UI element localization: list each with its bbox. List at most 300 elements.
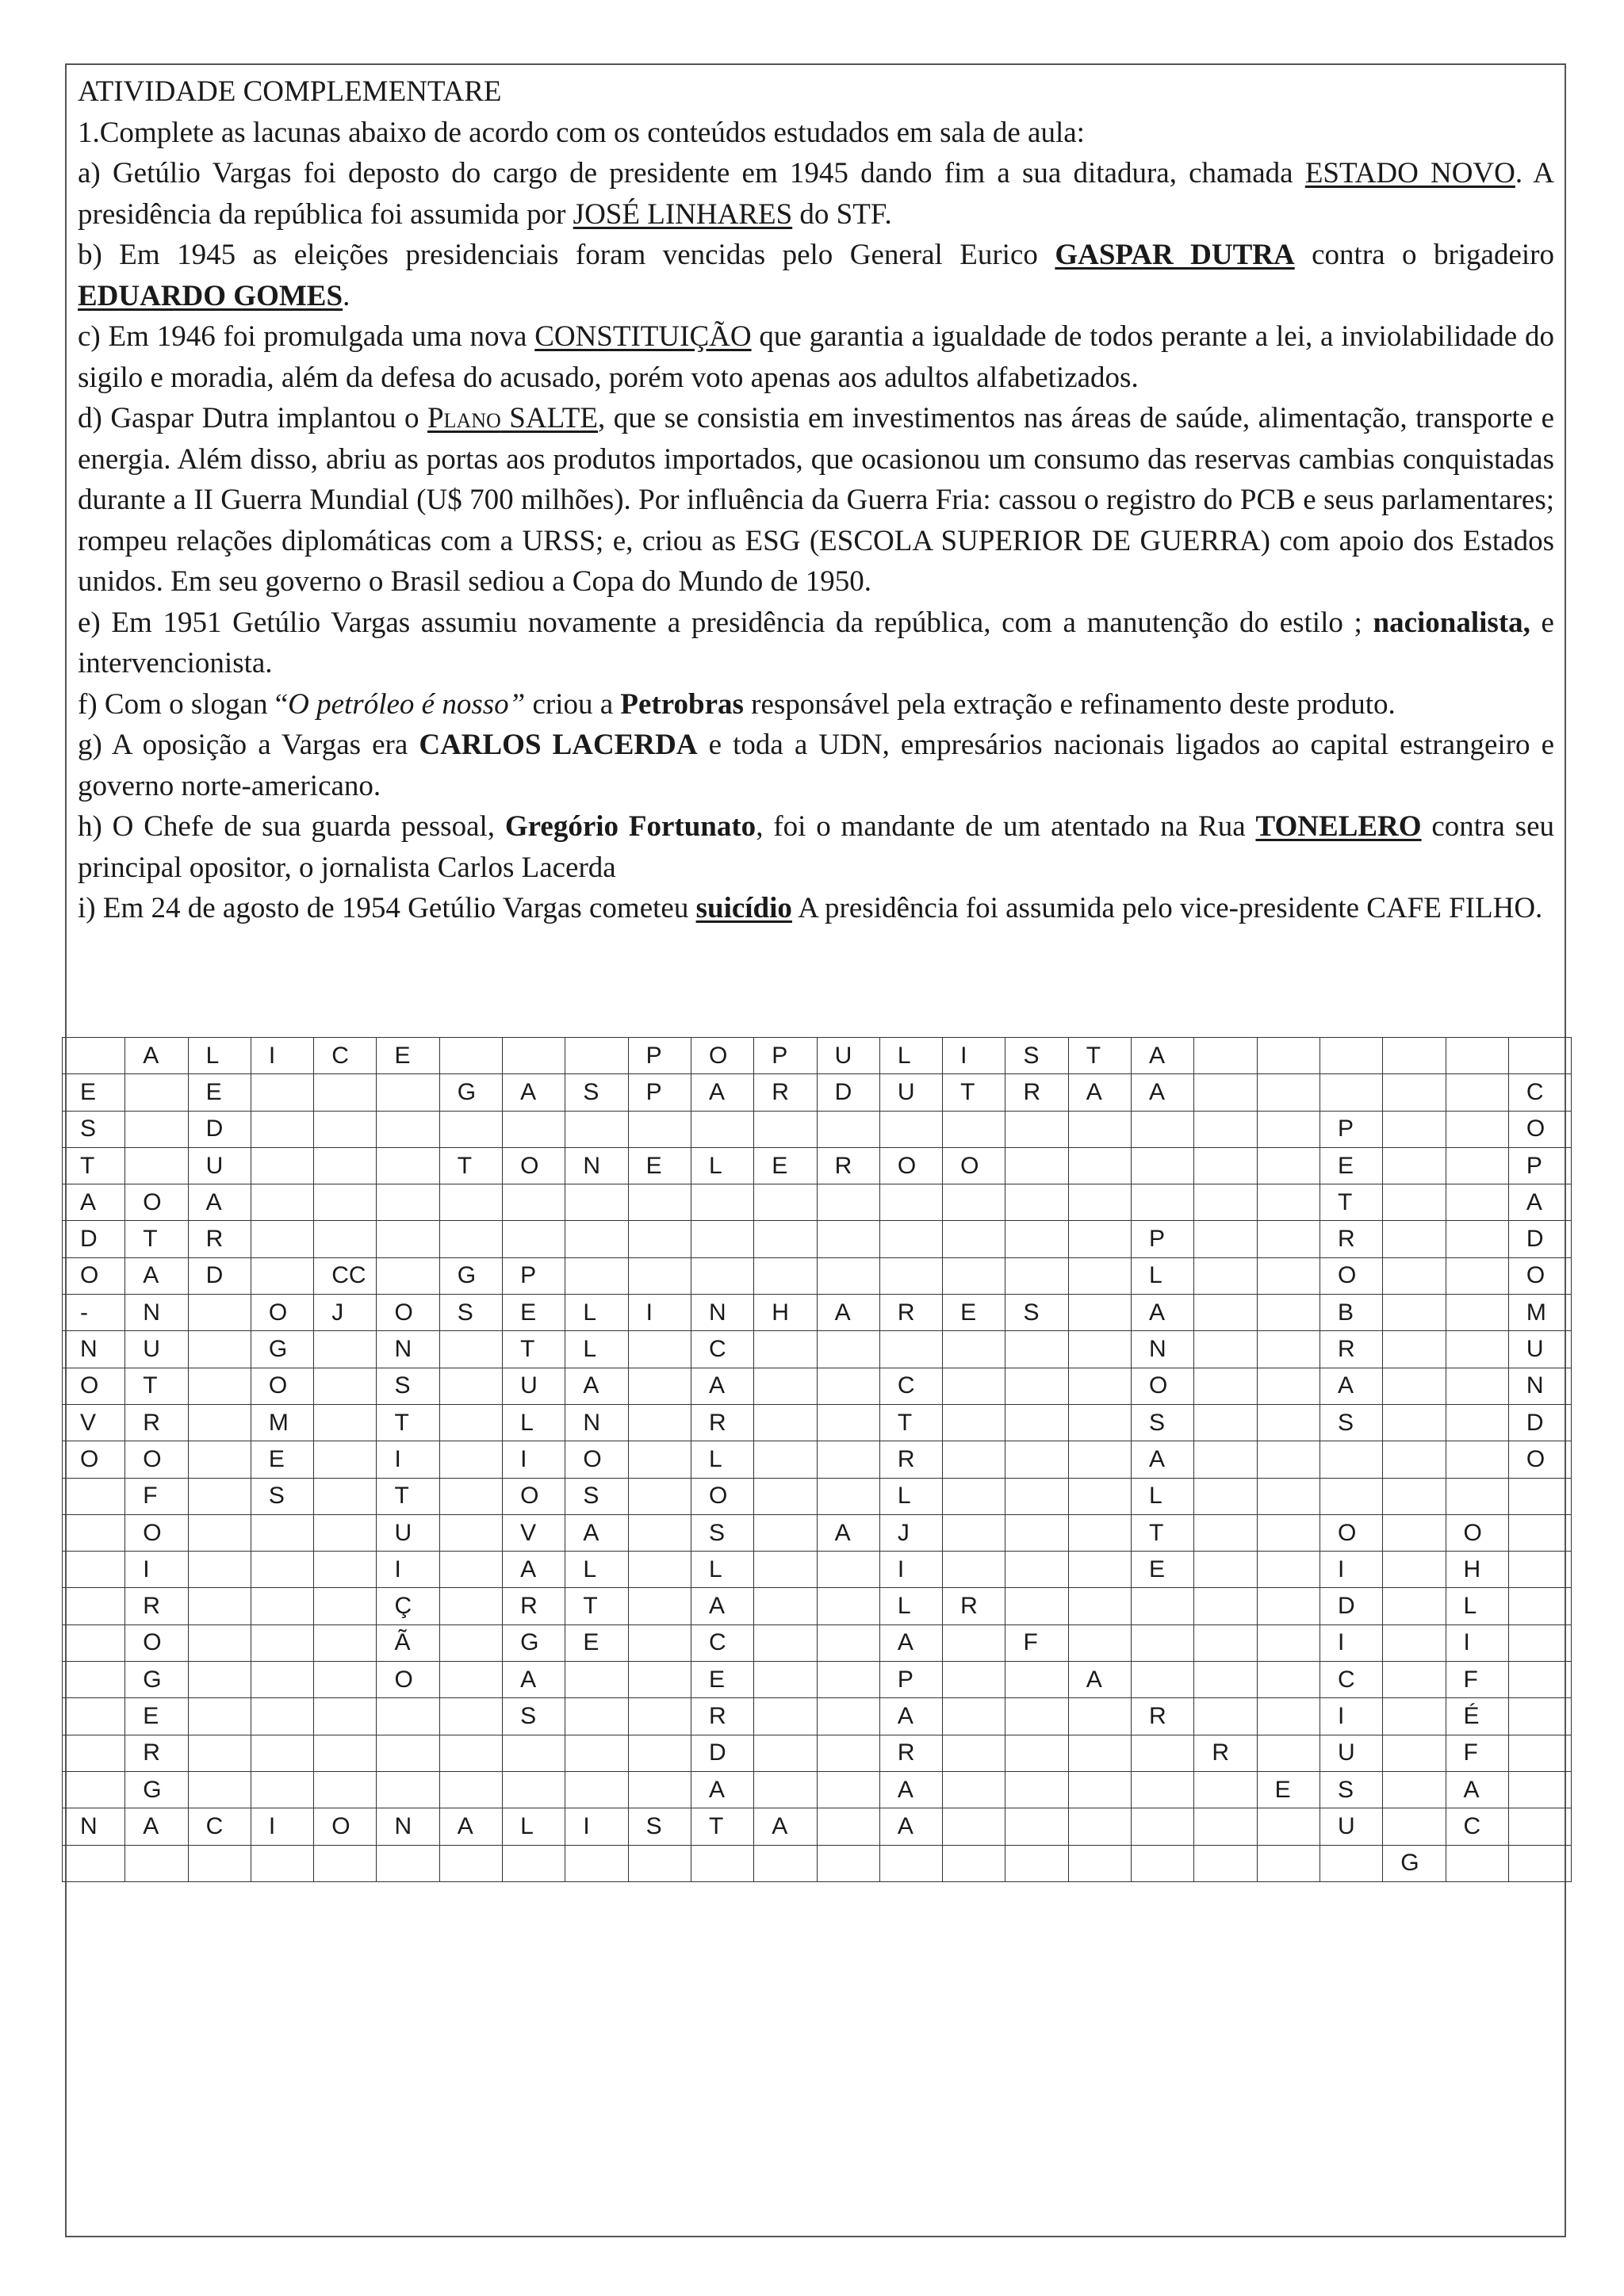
crossword-cell [125, 1111, 188, 1147]
crossword-cell: O [1320, 1514, 1382, 1551]
crossword-cell [1068, 1441, 1131, 1478]
crossword-cell [1257, 1478, 1320, 1514]
crossword-cell: O [565, 1441, 628, 1478]
crossword-cell: S [1005, 1295, 1068, 1331]
crossword-cell [754, 1257, 817, 1294]
crossword-cell: E [377, 1038, 439, 1074]
crossword-cell: O [377, 1295, 439, 1331]
crossword-cell [628, 1184, 691, 1221]
crossword-cell [628, 1368, 691, 1404]
crossword-cell: C [1320, 1662, 1382, 1698]
crossword-cell [188, 1514, 251, 1551]
crossword-cell: I [1320, 1552, 1382, 1588]
question-text: g) A oposição a Vargas era [78, 729, 419, 761]
crossword-cell: E [1132, 1552, 1194, 1588]
crossword-cell [628, 1478, 691, 1514]
crossword-cell [1068, 1735, 1131, 1771]
crossword-cell [628, 1698, 691, 1735]
crossword-cell: L [188, 1038, 251, 1074]
crossword-cell [1068, 1295, 1131, 1331]
crossword-cell [628, 1257, 691, 1294]
crossword-cell [251, 1698, 313, 1735]
crossword-cell: C [879, 1368, 942, 1404]
crossword-cell [1446, 1221, 1508, 1257]
crossword-cell [1068, 1221, 1131, 1257]
crossword-cell: J [879, 1514, 942, 1551]
question-b [78, 235, 1554, 316]
crossword-cell: N [691, 1295, 753, 1331]
crossword-row [63, 1698, 1572, 1735]
crossword-cell: N [63, 1331, 125, 1368]
crossword-cell [879, 1331, 942, 1368]
crossword-row [63, 1257, 1572, 1294]
crossword-cell [439, 1404, 502, 1441]
crossword-cell: O [125, 1184, 188, 1221]
crossword-cell: U [1320, 1735, 1382, 1771]
crossword-cell: S [691, 1514, 753, 1551]
crossword-cell: T [439, 1147, 502, 1184]
crossword-cell [188, 1331, 251, 1368]
crossword-cell [1194, 1698, 1257, 1735]
question-text: . [343, 279, 350, 312]
crossword-cell: N [377, 1331, 439, 1368]
crossword-cell: G [503, 1624, 565, 1661]
crossword-cell [943, 1808, 1005, 1845]
crossword-cell [1005, 1147, 1068, 1184]
crossword-cell [817, 1111, 879, 1147]
crossword-cell [1068, 1368, 1131, 1404]
crossword-cell: C [1508, 1074, 1571, 1111]
crossword-cell: I [125, 1552, 188, 1588]
crossword-row [63, 1441, 1572, 1478]
crossword-cell [251, 1552, 313, 1588]
crossword-cell [377, 1221, 439, 1257]
crossword-cell: R [125, 1404, 188, 1441]
crossword-cell: V [503, 1514, 565, 1551]
crossword-row [63, 1771, 1572, 1808]
crossword-cell [1257, 1257, 1320, 1294]
crossword-cell: - [63, 1295, 125, 1331]
crossword-cell [1383, 1478, 1446, 1514]
crossword-row [63, 1147, 1572, 1184]
crossword-cell: A [691, 1588, 753, 1624]
crossword-cell: C [188, 1808, 251, 1845]
crossword-cell [1005, 1514, 1068, 1551]
crossword-cell: D [188, 1111, 251, 1147]
crossword-cell [1446, 1295, 1508, 1331]
crossword-cell: S [251, 1478, 313, 1514]
crossword-cell: T [377, 1404, 439, 1441]
question-text: e) Em 1951 Getúlio Vargas assumiu novamente a presidência da república, com a manutenção do estilo ; [78, 606, 1373, 639]
answer-constituicao: CONSTITUIÇÃO [534, 320, 752, 353]
crossword-cell [314, 1662, 377, 1698]
crossword-cell: O [125, 1441, 188, 1478]
crossword-cell: F [1005, 1624, 1068, 1661]
crossword-cell [817, 1441, 879, 1478]
crossword-row [63, 1295, 1572, 1331]
crossword-cell [628, 1221, 691, 1257]
crossword-cell [817, 1257, 879, 1294]
crossword-cell: P [503, 1257, 565, 1294]
crossword-cell: N [63, 1808, 125, 1845]
crossword-cell [565, 1221, 628, 1257]
crossword-cell [1068, 1845, 1131, 1881]
crossword-cell [314, 1845, 377, 1881]
crossword-cell: A [879, 1698, 942, 1735]
crossword-cell [377, 1074, 439, 1111]
crossword-cell [251, 1662, 313, 1698]
crossword-cell: L [1132, 1257, 1194, 1294]
instruction: 1.Complete as lacunas abaixo de acordo com os conteúdos estudados em sala de aula: [78, 116, 1085, 149]
crossword-cell: G [251, 1331, 313, 1368]
crossword-cell: D [1320, 1588, 1382, 1624]
crossword-cell [1194, 1257, 1257, 1294]
crossword-cell: E [1320, 1147, 1382, 1184]
crossword-cell: I [251, 1038, 313, 1074]
crossword-row [63, 1184, 1572, 1221]
crossword-cell [1508, 1771, 1571, 1808]
crossword-cell [943, 1331, 1005, 1368]
crossword-cell [63, 1735, 125, 1771]
crossword-cell [188, 1845, 251, 1881]
crossword-cell [691, 1845, 753, 1881]
question-text: , foi o mandante de um atentado na Rua [756, 810, 1256, 843]
crossword-cell [1068, 1698, 1131, 1735]
crossword-cell: O [1508, 1111, 1571, 1147]
crossword-cell: C [1446, 1808, 1508, 1845]
crossword-cell [188, 1441, 251, 1478]
crossword-cell [754, 1624, 817, 1661]
crossword-cell [1194, 1331, 1257, 1368]
answer-suicidio: suicídio [695, 892, 792, 924]
crossword-cell [1194, 1221, 1257, 1257]
crossword-cell: O [125, 1624, 188, 1661]
answer-jose-linhares: JOSÉ LINHARES [573, 197, 793, 231]
crossword-cell [1194, 1295, 1257, 1331]
crossword-cell [251, 1147, 313, 1184]
crossword-cell [63, 1478, 125, 1514]
crossword-cell [314, 1624, 377, 1661]
crossword-cell: R [691, 1404, 753, 1441]
crossword-cell [1383, 1184, 1446, 1221]
crossword-cell [1446, 1074, 1508, 1111]
crossword-cell: S [565, 1478, 628, 1514]
question-text: d) Gaspar Dutra implantou o [78, 402, 427, 434]
question-text: , que se consistia em investimentos nas áreas de saúde, alimentação, transporte e energia. Além disso, abriu as portas aos produtos importados, que ocasionou um consumo das reservas cambias conquistadas durante a II Guerra Mundial (U$ 700 milhões). Por influência da Guerra Fria: cassou o registro do PCB e seus parlamentares; rompeu relações diplomáticas com a URSS; e, criou as ESG (ESCOLA SUPERIOR DE GUERRA) com apoio dos Estados unidos. Em seu governo o Brasil sediou a Copa do Mundo de 1950. [78, 402, 1554, 598]
crossword-cell [1446, 1184, 1508, 1221]
crossword-cell [565, 1111, 628, 1147]
crossword-cell [565, 1735, 628, 1771]
crossword-cell [1005, 1368, 1068, 1404]
answer-salte: SALTE [500, 402, 599, 434]
crossword-cell: I [565, 1808, 628, 1845]
crossword-cell: N [125, 1295, 188, 1331]
crossword-cell [439, 1514, 502, 1551]
crossword-cell [1508, 1808, 1571, 1845]
crossword-cell: R [754, 1074, 817, 1111]
crossword-cell [1068, 1184, 1131, 1221]
crossword-cell [188, 1735, 251, 1771]
question-f [78, 684, 1554, 725]
crossword-cell [1005, 1111, 1068, 1147]
crossword-cell: O [691, 1478, 753, 1514]
crossword-cell [943, 1771, 1005, 1808]
crossword-cell: S [1132, 1404, 1194, 1441]
crossword-cell: A [63, 1184, 125, 1221]
crossword-cell [754, 1111, 817, 1147]
crossword-cell [314, 1368, 377, 1404]
crossword-cell [439, 1735, 502, 1771]
crossword-cell [1194, 1404, 1257, 1441]
crossword-cell [565, 1257, 628, 1294]
crossword-cell: P [1508, 1147, 1571, 1184]
crossword-cell [314, 1111, 377, 1147]
crossword-cell [1068, 1808, 1131, 1845]
crossword-cell [251, 1184, 313, 1221]
crossword-row [63, 1331, 1572, 1368]
crossword-cell [439, 1441, 502, 1478]
crossword-cell [1194, 1771, 1257, 1808]
crossword-cell [377, 1845, 439, 1881]
crossword-cell [314, 1514, 377, 1551]
question-text: b) Em 1945 as eleições presidenciais foram vencidas pelo General Eurico [78, 239, 1055, 271]
crossword-cell: R [503, 1588, 565, 1624]
crossword-cell: A [1068, 1662, 1131, 1698]
crossword-cell: T [377, 1478, 439, 1514]
crossword-row [63, 1514, 1572, 1551]
crossword-cell: L [1132, 1478, 1194, 1514]
crossword-cell: R [125, 1735, 188, 1771]
question-text: e toda a UDN, empresários nacionais ligados ao capital estrangeiro e governo norte-americano. [78, 729, 1555, 802]
crossword-cell [1508, 1038, 1571, 1074]
crossword-cell: O [1508, 1441, 1571, 1478]
question-text: do STF. [792, 197, 892, 231]
crossword-row [63, 1552, 1572, 1588]
crossword-cell [439, 1038, 502, 1074]
crossword-cell [943, 1184, 1005, 1221]
crossword-cell [1257, 1735, 1320, 1771]
crossword-cell: J [314, 1295, 377, 1331]
crossword-cell [1257, 1588, 1320, 1624]
crossword-cell [879, 1221, 942, 1257]
crossword-cell: U [1320, 1808, 1382, 1845]
crossword-cell [691, 1257, 753, 1294]
crossword-cell [439, 1111, 502, 1147]
crossword-cell: R [691, 1698, 753, 1735]
crossword-cell [628, 1441, 691, 1478]
crossword-cell: U [377, 1514, 439, 1551]
crossword-cell [943, 1368, 1005, 1404]
crossword-cell [503, 1771, 565, 1808]
crossword-cell: P [628, 1038, 691, 1074]
crossword-cell: H [1446, 1552, 1508, 1588]
crossword-cell [1005, 1808, 1068, 1845]
crossword-cell [1446, 1441, 1508, 1478]
crossword-cell [439, 1221, 502, 1257]
crossword-cell [1320, 1441, 1382, 1478]
crossword-cell: I [1320, 1698, 1382, 1735]
crossword-cell: N [1508, 1368, 1571, 1404]
crossword-grid [62, 1037, 1572, 1882]
crossword-cell: I [503, 1441, 565, 1478]
crossword-cell [314, 1735, 377, 1771]
crossword-cell [188, 1295, 251, 1331]
crossword-cell [63, 1514, 125, 1551]
crossword-cell: A [125, 1808, 188, 1845]
crossword-cell [1194, 1552, 1257, 1588]
crossword-cell [1257, 1368, 1320, 1404]
question-text: que garantia a igualdade de todos perante a lei, a inviolabilidade do sigilo e moradia, além da defesa do acusado, porém voto apenas aos adultos alfabetizados. [78, 320, 1555, 394]
crossword-cell [1194, 1038, 1257, 1074]
crossword-cell: L [1446, 1588, 1508, 1624]
crossword-cell: O [503, 1147, 565, 1184]
crossword-cell: U [125, 1331, 188, 1368]
crossword-cell: S [503, 1698, 565, 1735]
crossword-cell: R [879, 1735, 942, 1771]
crossword-cell [1005, 1552, 1068, 1588]
crossword-cell: D [63, 1221, 125, 1257]
crossword-cell [1446, 1845, 1508, 1881]
crossword-cell [754, 1588, 817, 1624]
crossword-cell [1383, 1808, 1446, 1845]
crossword-cell [1383, 1588, 1446, 1624]
crossword-cell: O [63, 1441, 125, 1478]
crossword-cell: U [503, 1368, 565, 1404]
crossword-cell: A [503, 1662, 565, 1698]
crossword-cell [314, 1074, 377, 1111]
crossword-cell [439, 1184, 502, 1221]
crossword-cell [1257, 1184, 1320, 1221]
crossword-cell [817, 1735, 879, 1771]
crossword-cell [1005, 1331, 1068, 1368]
crossword-cell: O [377, 1662, 439, 1698]
crossword-cell: G [125, 1662, 188, 1698]
crossword-cell: T [125, 1221, 188, 1257]
crossword-cell: M [1508, 1295, 1571, 1331]
crossword-cell [1068, 1588, 1131, 1624]
crossword-cell [754, 1662, 817, 1698]
crossword-cell: T [1320, 1184, 1382, 1221]
crossword-row [63, 1845, 1572, 1881]
crossword-row [63, 1221, 1572, 1257]
crossword-cell [1508, 1735, 1571, 1771]
crossword-cell: R [1132, 1698, 1194, 1735]
crossword-cell [817, 1771, 879, 1808]
crossword-cell [1005, 1662, 1068, 1698]
crossword-cell: A [1132, 1441, 1194, 1478]
crossword-cell [1194, 1588, 1257, 1624]
crossword-cell [251, 1257, 313, 1294]
crossword-cell [1005, 1771, 1068, 1808]
crossword-cell: O [1508, 1257, 1571, 1294]
answer-plano: Plano [427, 402, 501, 434]
crossword-cell [63, 1771, 125, 1808]
question-d [78, 398, 1554, 603]
crossword-cell [314, 1698, 377, 1735]
crossword-cell: S [1005, 1038, 1068, 1074]
crossword-cell: R [817, 1147, 879, 1184]
crossword-cell: F [125, 1478, 188, 1514]
crossword-cell [1446, 1331, 1508, 1368]
crossword-cell: É [1446, 1698, 1508, 1735]
crossword-cell [1383, 1368, 1446, 1404]
crossword-cell [1005, 1257, 1068, 1294]
crossword-cell [1257, 1038, 1320, 1074]
crossword-cell: B [1320, 1295, 1382, 1331]
crossword-cell [439, 1552, 502, 1588]
crossword-cell [1257, 1441, 1320, 1478]
crossword-cell: C [691, 1624, 753, 1661]
crossword-cell [251, 1514, 313, 1551]
crossword-cell [1383, 1038, 1446, 1074]
crossword-cell: S [565, 1074, 628, 1111]
crossword-cell: L [565, 1331, 628, 1368]
crossword-cell: A [503, 1074, 565, 1111]
crossword-cell: H [754, 1295, 817, 1331]
crossword-cell [1320, 1845, 1382, 1881]
crossword-cell [1194, 1074, 1257, 1111]
crossword-cell [1508, 1588, 1571, 1624]
crossword-cell [754, 1735, 817, 1771]
crossword-cell: T [125, 1368, 188, 1404]
crossword-row [63, 1404, 1572, 1441]
question-text: e intervencionista. [78, 606, 1554, 679]
question-text: i) Em 24 de agosto de 1954 Getúlio Vargas cometeu [78, 892, 696, 924]
crossword-cell: G [1383, 1845, 1446, 1881]
crossword-cell [63, 1552, 125, 1588]
crossword-cell [377, 1111, 439, 1147]
crossword-cell [314, 1552, 377, 1588]
crossword-cell [125, 1074, 188, 1111]
crossword-cell: L [879, 1478, 942, 1514]
crossword-cell [565, 1038, 628, 1074]
crossword-cell [1383, 1074, 1446, 1111]
crossword-cell [314, 1184, 377, 1221]
crossword-cell: A [1132, 1074, 1194, 1111]
crossword-cell: A [879, 1624, 942, 1661]
crossword-cell: D [1508, 1404, 1571, 1441]
crossword-cell: L [691, 1147, 753, 1184]
crossword-cell: U [1508, 1331, 1571, 1368]
crossword-cell [1005, 1404, 1068, 1441]
crossword-cell: T [1132, 1514, 1194, 1551]
crossword-cell [63, 1624, 125, 1661]
crossword-cell: C [691, 1331, 753, 1368]
crossword-cell: E [125, 1698, 188, 1735]
worksheet-title: ATIVIDADE COMPLEMENTARE [78, 75, 502, 108]
crossword-cell: G [439, 1257, 502, 1294]
crossword-cell [1132, 1808, 1194, 1845]
crossword-cell [754, 1441, 817, 1478]
crossword-cell [1508, 1845, 1571, 1881]
crossword-cell [1132, 1771, 1194, 1808]
crossword-cell: O [63, 1257, 125, 1294]
crossword-row [63, 1368, 1572, 1404]
crossword-cell [754, 1184, 817, 1221]
crossword-cell: V [63, 1404, 125, 1441]
crossword-cell: S [63, 1111, 125, 1147]
crossword-cell [1068, 1147, 1131, 1184]
crossword-cell [1068, 1552, 1131, 1588]
crossword-cell: A [817, 1295, 879, 1331]
crossword-cell [817, 1404, 879, 1441]
crossword-cell [1068, 1257, 1131, 1294]
crossword-cell: R [1194, 1735, 1257, 1771]
question-text: . A presidência da república foi assumida por [78, 157, 1555, 231]
crossword-cell [943, 1845, 1005, 1881]
crossword-row [63, 1478, 1572, 1514]
crossword-cell [1383, 1552, 1446, 1588]
